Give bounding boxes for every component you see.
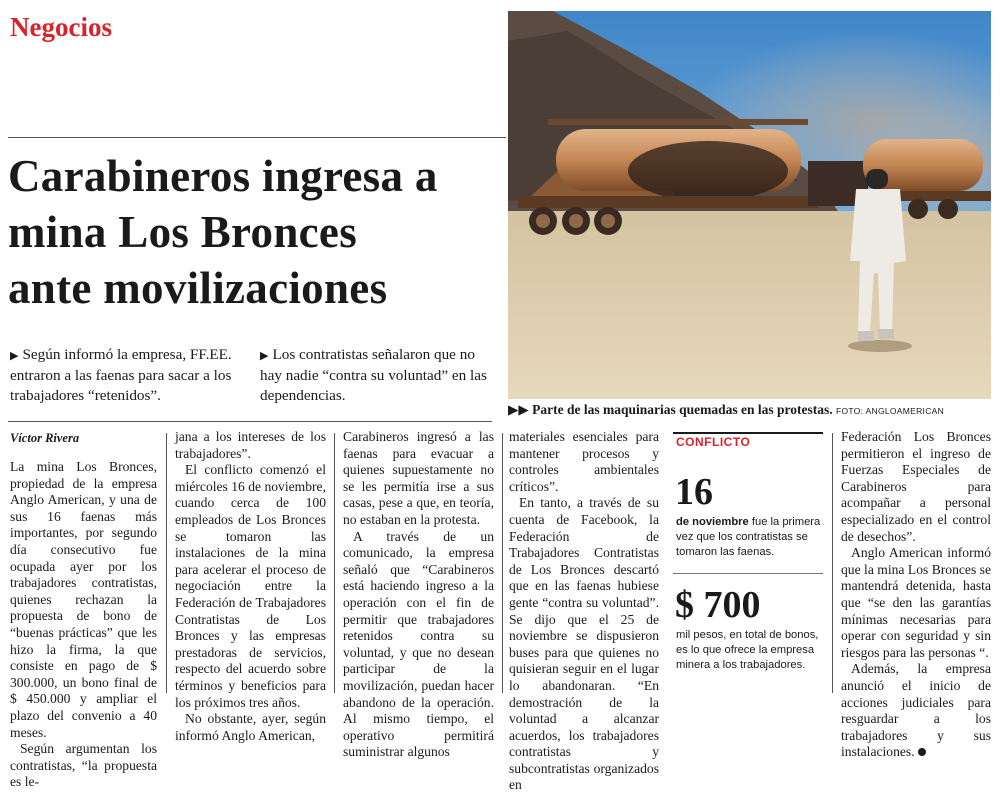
paragraph: Además, la empresa anunció el inicio de acciones judiciales para resguardar a los trabajadores y sus instalaciones.: [841, 661, 991, 760]
paragraph: La mina Los Bronces, propiedad de la empresa Anglo American, y una de sus 16 faenas más importantes, por segundo día consecutivo fue ocupada ayer por los trabajadores contratistas, quienes rechazan la propuesta de bono de “buenas prácticas” que les hizo la firma, la que consiste en pago de $ 300.000, un bono final de $ 450.000 y ampliar el plazo del convenio a 40 meses.: [10, 459, 157, 740]
section-title: Negocios: [10, 12, 112, 42]
caption-arrow-icon: ▶▶: [508, 402, 529, 417]
article-column-4: [509, 429, 659, 794]
paragraph: Según argumentan los contratistas, “la propuesta es le-: [10, 741, 157, 790]
paragraph: Federación Los Bronces permitieron el ingreso de Fuerzas Especiales de Carabineros para acompañar a personal especializado en el control de desechos”.: [841, 429, 991, 544]
column-divider: [502, 433, 503, 693]
article-column-3: [343, 429, 494, 761]
paragraph: No obstante, ayer, según informó Anglo American,: [175, 711, 326, 743]
headline-line: ante movilizaciones: [8, 263, 388, 313]
deck-summary-2: ▶ Los contratistas señalaron que no hay nadie “contra su voluntad” en las dependencias.: [260, 346, 487, 404]
factbox-top-rule: [673, 432, 823, 434]
factbox-label: CONFLICTO: [676, 435, 751, 449]
headline-rule: [8, 137, 506, 138]
headline-line: mina Los Bronces: [8, 207, 358, 257]
triangle-bullet-icon: ▶: [10, 350, 19, 362]
fact-note-1: de noviembre fue la primera vez que los contratistas se tomaron las faenas.: [676, 516, 821, 558]
article-column-5: [841, 429, 991, 761]
paragraph: A través de un comunicado, la empresa señaló que “Carabineros está haciendo ingreso a la operación con el fin de permitir que trabajadores retenidos contra su voluntad, y que no desean participar de la movilización, puedan hacer abandono de la operación. Al mismo tiempo, el operativo permitirá suministrar algunos: [343, 528, 494, 760]
burned-trucks-photo: [508, 11, 991, 399]
fact-number-700: $ 700: [675, 584, 761, 626]
column-divider: [166, 433, 167, 693]
byline: Víctor Rivera: [10, 431, 80, 445]
paragraph: Anglo American informó que la mina Los Bronces se mantendrá detenida, hasta que “se den las garantías mínimas necesarias para operar con seguridad y sin riesgos para las personas “.: [841, 545, 991, 660]
paragraph: jana a los intereses de los trabajadores”.: [175, 429, 326, 461]
paragraph: El conflicto comenzó el miércoles 16 de noviembre, cuando cerca de 100 empleados de Los Bronces se tomaron las instalaciones de la mina para acelerar el proceso de negociación entre la Federación de Trabajadores Contratistas de Los Bronces y las empresas prestadoras de servicios, respecto del acuerdo sobre términos y beneficios para los próximos tres años.: [175, 462, 326, 710]
paragraph: En tanto, a través de su cuenta de Facebook, la Federación de Trabajadores Contratistas de Los Bronces descartó que en las faenas hubiese gente “contra su voluntad”. Se dijo que el 25 de noviembre se dispusieron buses para que quienes no quisieran seguir en el lugar lo abandonaran. “En demostración de la voluntad a alcanzar acuerdos, los trabajadores contratistas y subcontratistas organizados en: [509, 495, 659, 793]
news-photo: [508, 11, 991, 399]
end-of-article-icon: [918, 748, 926, 756]
factbox-divider: [673, 573, 823, 574]
fact-number-16: 16: [675, 471, 713, 513]
photo-credit: FOTO: ANGLOAMERICAN: [836, 406, 945, 416]
headline-line: Carabineros ingresa a: [8, 151, 438, 201]
triangle-bullet-icon: ▶: [260, 350, 269, 362]
photo-caption: ▶▶ Parte de las maquinarias quemadas en las protestas. FOTO: ANGLOAMERICAN: [508, 402, 945, 417]
deck-summary-1: ▶ Según informó la empresa, FF.EE. entraron a las faenas para sacar a los trabajadores “retenidos”.: [10, 346, 232, 404]
paragraph: Carabineros ingresó a las faenas para evacuar a quienes supuestamente no se les permitía irse a sus casas, pese a que, en teoría, no estaban en la protesta.: [343, 429, 494, 527]
headline: [8, 148, 503, 316]
column-divider: [334, 433, 335, 693]
fact-note-2: mil pesos, en total de bonos, es lo que ofrece la empresa minera a los trabajadores.: [676, 629, 819, 671]
article-column-1: [10, 459, 157, 791]
column-divider: [832, 433, 833, 693]
body-top-rule: [8, 421, 492, 422]
paragraph: materiales esenciales para mantener procesos y controles ambientales críticos”.: [509, 429, 659, 494]
